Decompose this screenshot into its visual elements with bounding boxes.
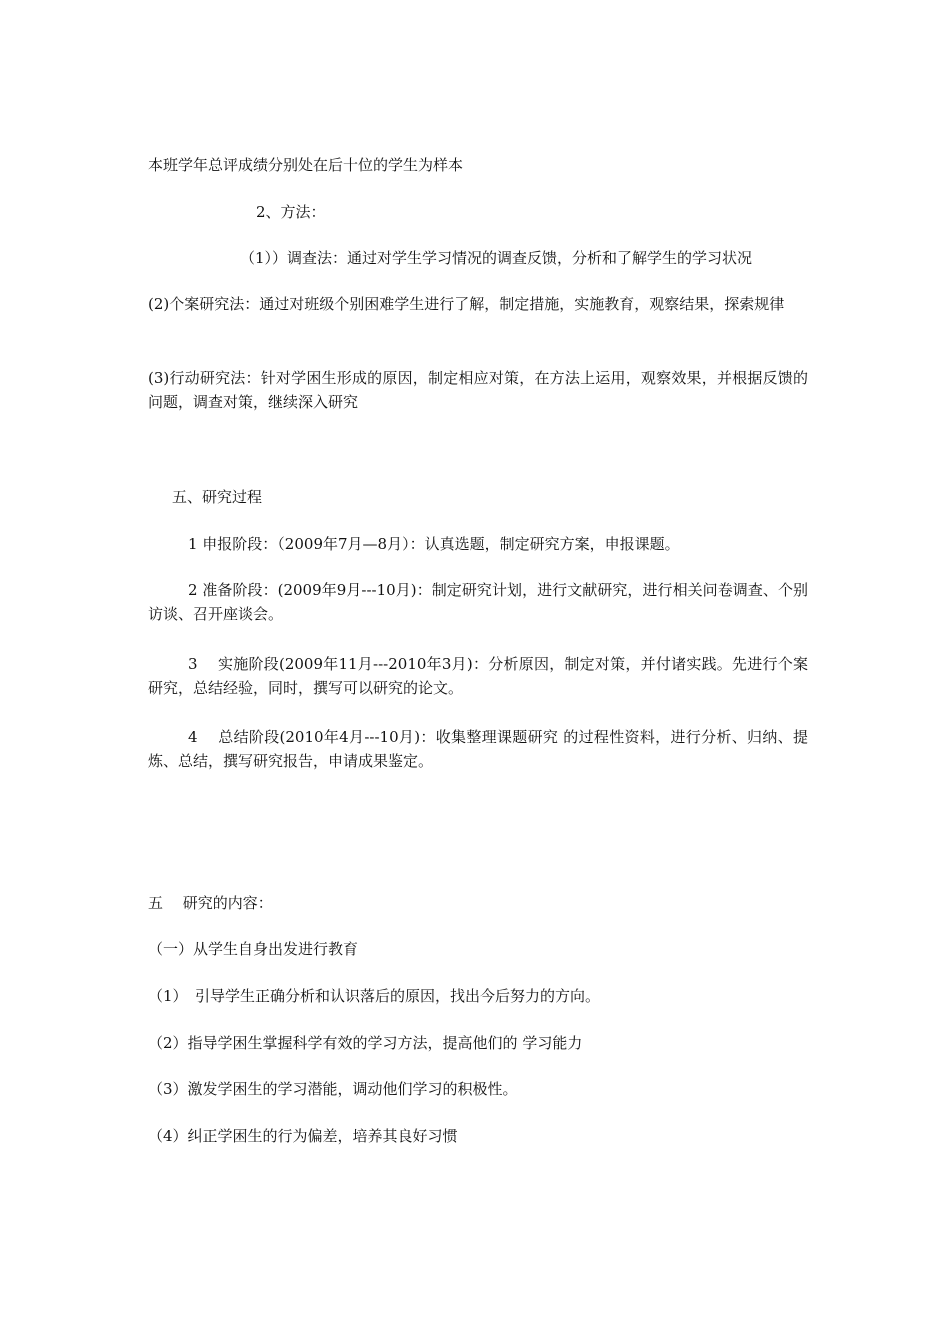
content-item-3: （3）激发学困生的学习潜能，调动他们学习的积极性。 (148, 1080, 518, 1098)
content-heading: 五 研究的内容： (148, 894, 273, 912)
method-case-study: (2)个案研究法：通过对班级个别困难学生进行了解，制定措施，实施教育，观察结果，探索规律 (148, 295, 785, 313)
stage-implementation: 3 实施阶段(2009年11月---2010年3月)：分析原因，制定对策，并付诸实践。先进行个案研究，总结经验，同时，撰写可以研究的论文。 (148, 655, 808, 697)
method-survey: （1））调查法：通过对学生学习情况的调查反馈，分析和了解学生的学习状况 (240, 249, 753, 267)
process-heading: 五、研究过程 (172, 488, 263, 506)
sample-description: 本班学年总评成绩分别处在后十位的学生为样本 (148, 156, 464, 174)
stage-preparation: 2 准备阶段：(2009年9月---10月)：制定研究计划，进行文献研究，进行相关问卷调查、个别访谈、召开座谈会。 (148, 581, 808, 623)
stage-summary: 4 总结阶段(2010年4月---10月)：收集整理课题研究 的过程性资料，进行分析、归纳、提炼、总结，撰写研究报告，申请成果鉴定。 (148, 728, 808, 770)
content-item-4: （4）纠正学困生的行为偏差，培养其良好习惯 (148, 1127, 458, 1145)
methods-heading: 2、方法： (256, 203, 326, 221)
content-subheading: （一）从学生自身出发进行教育 (148, 940, 359, 958)
content-item-1: （1） 引导学生正确分析和认识落后的原因，找出今后努力的方向。 (148, 987, 601, 1005)
content-item-2: （2）指导学困生掌握科学有效的学习方法，提高他们的 学习能力 (148, 1034, 583, 1052)
method-action-research: (3)行动研究法：针对学困生形成的原因，制定相应对策，在方法上运用，观察效果，并根据反馈的问题，调查对策，继续深入研究 (148, 369, 808, 411)
stage-application: 1 申报阶段：（2009年7月—8月）：认真选题，制定研究方案，申报课题。 (188, 535, 680, 553)
